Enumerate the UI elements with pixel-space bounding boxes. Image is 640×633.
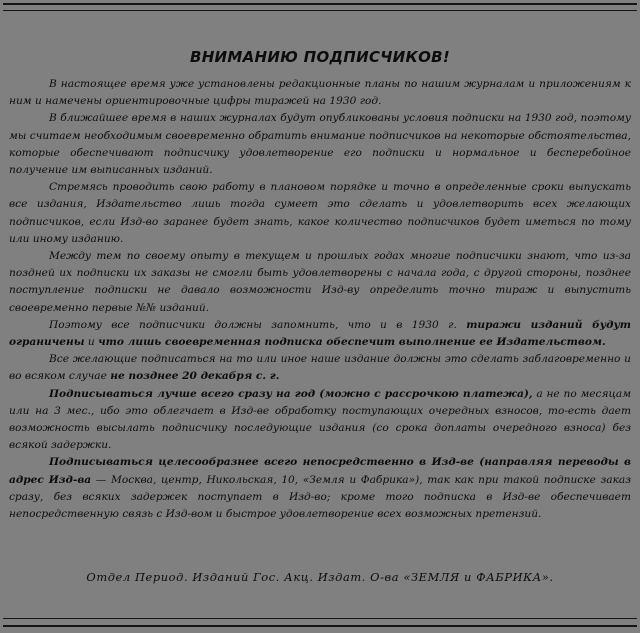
paragraph-8-text: — Москва, центр, Никольская, 10, «Земля и Фабрика»), так как при такой подписке заказ сразу, без всяких задержек поступает в Изд-во; кроме того подписка в Изд-ве обеспечивает непосредственную связь с Изд-вом и быстрое удовлетворение всех возможных претензий. <box>9 473 631 521</box>
paragraph-6-text: Все желающие подписаться на то или иное наше издание должны это сделать заблаговременно и во всяком случае <box>9 353 631 383</box>
paragraph-1: В настоящее время уже установлены редакционные планы по нашим журналам и приложениям к ним и намечены ориентировочные цифры тиражей на 1930 год. <box>9 78 631 108</box>
paragraph-8 <box>9 454 631 523</box>
top-border-rule <box>3 3 637 5</box>
paragraph-7 <box>9 386 631 455</box>
paragraph-6 <box>9 351 631 385</box>
bottom-border-rule <box>3 625 637 627</box>
paragraph-6-deadline: не позднее 20 декабря с. г. <box>110 370 280 383</box>
page-title: ВНИМАНИЮ ПОДПИСЧИКОВ! <box>189 48 451 66</box>
paragraph-7-emphasis: Подписываться лучше всего сразу на год (можно с рассрочкою платежа), <box>49 387 533 400</box>
paragraph-5-emphasis-a: тиражи изданий будут ограничены <box>9 318 631 349</box>
paragraph-5-text-a: Поэтому все подписчики должны запомнить, что и в 1930 г. <box>49 318 467 331</box>
paragraph-2: В ближайшее время в наших журналах будут опубликованы условия подписки на 1930 год, поэтому мы считаем необходимым своевременно обратить внимание подписчиков на некоторые обстоятельства, которые обеспечивают подписчику удовлетворение его подписки и нормальное и бесперебойное получение им выписанных изданий. <box>9 112 631 177</box>
bottom-border-rule-thin <box>3 618 637 619</box>
announcement-body <box>9 76 631 523</box>
paragraph-5-emphasis-b: что лишь своевременная подписка обеспечит выполнение ее Издательством. <box>98 336 606 349</box>
paragraph-4: Между тем по своему опыту в текущем и прошлых годах многие подписчики знают, что из-за поздней их подписки их заказы не смогли быть удовлетворены с начала года, с другой стороны, позднее поступление подписки не давало возможности Изд-ву определить точно тираж и выпустить своевременно первые №№ изданий. <box>9 250 631 314</box>
publisher-signature: Отдел Период. Изданий Гос. Акц. Издат. О-ва «ЗЕМЛЯ и ФАБРИКА». <box>86 570 554 584</box>
paragraph-3: Стремясь проводить свою работу в плановом порядке и точно в определенные сроки выпускать все издания, Издательство лишь тогда сумеет это сделать и удовлетворить всех желающих подписчиков, если Изд-во заранее будет знать, какое количество подписчиков будет иметься по тому или иному изданию. <box>9 181 631 245</box>
top-border-rule-thin <box>3 10 637 11</box>
paragraph-5-text-c: и <box>84 336 99 349</box>
paragraph-8-emphasis: Подписываться целесообразнее всего непосредственно в Изд-ве (направляя переводы в адрес Изд-ва <box>9 456 631 486</box>
paragraph-5 <box>9 317 631 351</box>
paragraph-7-text: а не по месяцам или на 3 мес., ибо это облегчает в Изд-ве обработку поступающих очередных взносов, то-есть дает возможность высылать подписчику последующие издания (со срока доплаты очередного взноса) без всякой задержки. <box>9 387 631 452</box>
